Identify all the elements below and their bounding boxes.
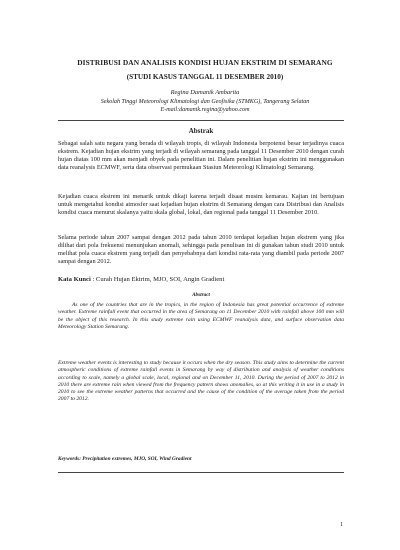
kata-kunci-text: : Curah Hujan Ektrim, MJO, SOI, Angin Gradient bbox=[92, 276, 225, 283]
keywords: Keywords: Precipitation extremes, MJO, SOI, Wind Gradient bbox=[58, 456, 192, 462]
paper-subtitle: (STUDI KASUS TANGGAL 11 DESEMBER 2010) bbox=[126, 73, 284, 81]
abstract-heading: Abstract bbox=[192, 292, 210, 298]
abstrak-paragraph-1: Sebagai salah satu negara yang berada di wilayah tropis, di wilayah Indonesia berpotensi besar terjadinya cuaca ekstrem. Kejadian hujan ekstrim yang terjadi di wilayah semarang pada tanggal 11 Desember 2010 dengan curah hujan diatas 100 mm akan menjadi obyek pada penelitian ini. Dalam penelitian hujan ekstrim ini menggunakan data reanalysis ECMWF, serta data observasi permukaan Stasiun Meteorologi Klimatologi Semarang. bbox=[58, 140, 344, 172]
abstract-paragraph-1: As one of the countries that are in the tropics, in the region of Indonesia has great potential occurrence of extreme weather. Extreme rainfall event that occurred in the area of Semarang on 11 December 2010 with rainfall above 100 mm will be the object of this research. In this study extreme rain using ECMWF reanalysis data, and surface observation data Meteorology Station Semarang. bbox=[58, 302, 344, 330]
kata-kunci-label: Kata Kunci bbox=[58, 276, 91, 283]
abstrak-paragraph-2: Kejadian cuaca ekstrem ini menarik untuk dikaji karena terjadi disaat musim kemarau. Kajian ini bertujuan untuk mengetahui kondisi atmosfer saat kejadian hujan ekstrim di Semarang dengan cara Distribusi dan Analisis kondisi cuaca menurut skalanya yaitu skala global, lokal, dan regional pada tanggal 11 Desember 2010. bbox=[58, 193, 344, 217]
top-divider bbox=[58, 120, 344, 121]
abstrak-heading: Abstrak bbox=[188, 127, 214, 135]
abstract-paragraph-2: Extreme weather events is interesting to study because it occurs when the dry season. This study aims to determine the current atmospheric conditions of extreme rainfall events in Semarang by way of distribution and analysis of weather conditions according to scale, namely a global scale, local, regional and on December 11, 2010. During the period of 2007 to 2012 in 2010 there are extreme rain when viewed from the frequency pattern shows anomalies, so at this writing it in use in a study in 2010 to see the extreme weather patterns that occurred and the cause of the condition of the average taken from the period 2007 to 2012. bbox=[58, 360, 344, 403]
author-email: E-mail:damanik.regina@yahoo.com bbox=[160, 107, 250, 113]
bottom-divider bbox=[58, 472, 344, 473]
author-affiliation: Sekolah Tinggi Meteorologi Klimatologi dan Geofisika (STMKG), Tangerang Selatan bbox=[100, 99, 310, 105]
paper-title: DISTRIBUSI DAN ANALISIS KONDISI HUJAN EKSTRIM DI SEMARANG bbox=[77, 58, 333, 67]
abstrak-paragraph-3: Selama periode tahun 2007 sampai dengan 2012 pada tahun 2010 terdapat kejadian hujan ekstrem yang jika dilihat dari pola frekuensi menunjukan anomali, sehingga pada penulisan ini di gunakan tahun studi 2010 untuk melihat pola cuaca ekstrem yang terjadi dan penyebabnya dari kondisi rata-rata yang diambil pada periode 2007 sampai dengan 2012. bbox=[58, 234, 344, 266]
kata-kunci bbox=[58, 276, 344, 283]
page-number: 1 bbox=[340, 522, 343, 528]
author-name: Regina Damanik Ambarita bbox=[170, 89, 240, 96]
